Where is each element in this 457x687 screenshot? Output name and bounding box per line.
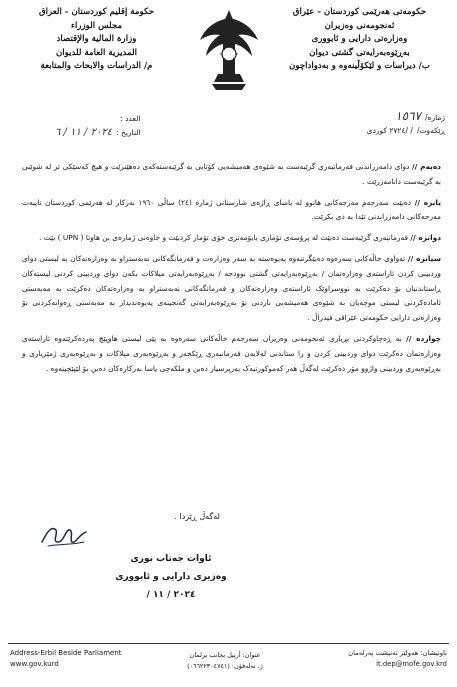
footer-left <box>10 648 122 670</box>
header-arabic-line: وزارة المالية والإقتصاد <box>56 34 137 45</box>
paragraph-lead: دوانزە // <box>410 233 441 243</box>
signatory-name: ئاوات جەناب نوری <box>130 554 212 564</box>
signatory-date: ٢٠٢٤ / ١١ / <box>146 590 196 600</box>
closing-greeting: لەگەڵ ڕێزدا . <box>174 512 220 521</box>
header-kurdish-line: ئەنجومەنی وەزیران <box>324 20 395 31</box>
header-kurdish-line: ب/ دیراسات و لێکۆڵینەوە و بەدواداچون <box>289 61 430 72</box>
signature-icon <box>38 520 90 550</box>
header-kurdish-line: بەڕێوەبەرایەتی گشتی دیوان <box>309 47 410 58</box>
paragraph-text: بە ڕەچاوکردنی بڕیاری ئەنجومەنی وەزیران سەرجەم خاڵەکانی سەرەوە بە پێی لیستی هاوپێچ پەردەکرێتەوە ئاراستەی وەزارەتمان دەکرێت دوای وردبینی کردن و را ستاندنی لەلایەن فەرمانبەری ڕێکخەر و بەڕێوەبەری میلاکات و بەڕێوەبەری ژمێریاری و بەڕێوەبەری وردبینی واژوو مۆر دەکرێت لەگەڵ هەر کەموکورتیەک بەرپرسیار دەبن و ملکەچی یاسا بەرکارەکان دەبن بۆ لێپێچینەوە . <box>22 333 441 373</box>
paragraph <box>22 231 441 246</box>
paragraph <box>22 252 441 326</box>
paragraph-text: تەواوی خاڵەکانی سەرەوە دەبێگرتنەوە پەیوەستە بە سەر وەزارەت و فەرمانگەکانی نەبەستراو بە وەزارەتەکان بە لیستی دوای وردبینی کردن ئاراستەی وەزارەتمان / بەڕێوەبەرایەتی گشتی بوودجە / بەڕێوەبەرایەتی میلاکات بکەن دوای وردبینی کردنی لیستەکان ڕاستاندنیان بۆ دەکرێت بە نووسراوێک ئاراستەی وەزارەتەکان و فەرمانگەکانی نەبەستراو بە وەزارەتەکان دەکرێت بە مەبەستی ئامادەکردنی لیستی موچەیان بە شێوەی هەمیشەیی ناردنی بۆ بەڕێوەبەرایەتی گەنجینەی پەیوەندیدار بە مەبەستی ڕەوانەکردنی بۆ وەزارەتی دارایی حکومەتی عێراقی فیدراڵ . <box>22 253 441 323</box>
header-kurdish <box>272 6 447 74</box>
footer-address-ku: ناونیشان: هەولێر تەنیشت پەرلەمان <box>348 649 447 657</box>
arabic-number-label: العدد : <box>120 114 141 123</box>
footer-address-ar: عنوان: أربيل بجانب برلمان <box>189 651 261 659</box>
footer-right <box>348 648 447 670</box>
paragraph-lead: دەیەم // <box>411 162 441 171</box>
reference-number-value: ١٥٦٧ <box>395 109 421 123</box>
reference-date-value: / /٢٧٢٤ کوردی <box>366 126 413 135</box>
reference-number-label: ژمارە/ <box>424 113 445 122</box>
header-arabic-line: مجلس الوزراء <box>70 20 123 31</box>
kurdistan-emblem-icon <box>198 4 260 102</box>
paragraph <box>22 196 441 226</box>
reference-date-label: ڕێکەوت/ <box>416 126 445 135</box>
letter-body <box>22 160 441 382</box>
arabic-date-label: التاريخ : <box>116 128 141 137</box>
footer-email: it.dep@mofe.gov.krd <box>376 660 447 668</box>
paragraph-lead: یانزە // <box>414 197 441 207</box>
signatory-block <box>96 550 246 604</box>
signatory-title: وەزیری دارایی و ئابووری <box>115 572 227 582</box>
arabic-date-value: ٢٠٢٤ / ١١ / ٦ <box>55 127 113 138</box>
paragraph-text: فەرمانبەری گرێبەست دەبێت لە پرۆسەی تۆماری بایۆمەتری خۆی تۆمار کردبێت و خاوەنی ژمارەی بن هاوتا ( UPN ) بێت . <box>39 233 408 243</box>
header-kurdish-line: حکومەتی هەرێمی کوردستان - عێراق <box>292 7 427 17</box>
footer-address-en: Address-Erbil Beside Parliament <box>10 649 122 657</box>
header-arabic-line: حكومة إقليم كوردستان - العراق <box>38 7 155 17</box>
header-kurdish-line: وەزارەتی دارایی و ئابووری <box>311 34 408 45</box>
paragraph-lead: چواردە // <box>406 333 441 343</box>
header-arabic-line: المديرية العامة للديوان <box>55 47 138 58</box>
header-arabic-line: م/ الدراسات والابحاث والمتابعة <box>40 61 153 72</box>
footer-divider <box>8 643 449 644</box>
paragraph <box>22 160 441 190</box>
reference-arabic <box>55 112 140 140</box>
paragraph-text: دوای دامەزراندنی فەرمانبەری گرێبەست بە شێوەی هەمیشەیی کۆتایی بە گرێبەستەکەی دەهێنرێت و هیچ کەسێکی تر لە شوێنی بە گرێبەست دانامەزرێت . <box>22 162 441 186</box>
reference-kurdish <box>367 110 445 137</box>
footer-phone: ژ. تەلەفۆن: (٠٦٦٢٢٣٠٤٧٤١) <box>187 662 263 670</box>
paragraph-text: دەبێت سەرجەم مەرجەکانی هاتوو لە یاسای ڕاژەی شارستانی ژمارە (٢٤) ساڵی ١٩٦٠ بەرکار لە هەرێمی کوردستان تایبەت مەرجەکانی دامەزراندنی تێدا بە دی بکرێت. <box>22 197 441 222</box>
footer-website: www.gov.kurd <box>10 660 59 668</box>
paragraph-lead: سیانزە // <box>407 253 441 263</box>
header-arabic <box>14 6 179 74</box>
paragraph <box>22 332 441 376</box>
footer-middle <box>155 650 295 672</box>
